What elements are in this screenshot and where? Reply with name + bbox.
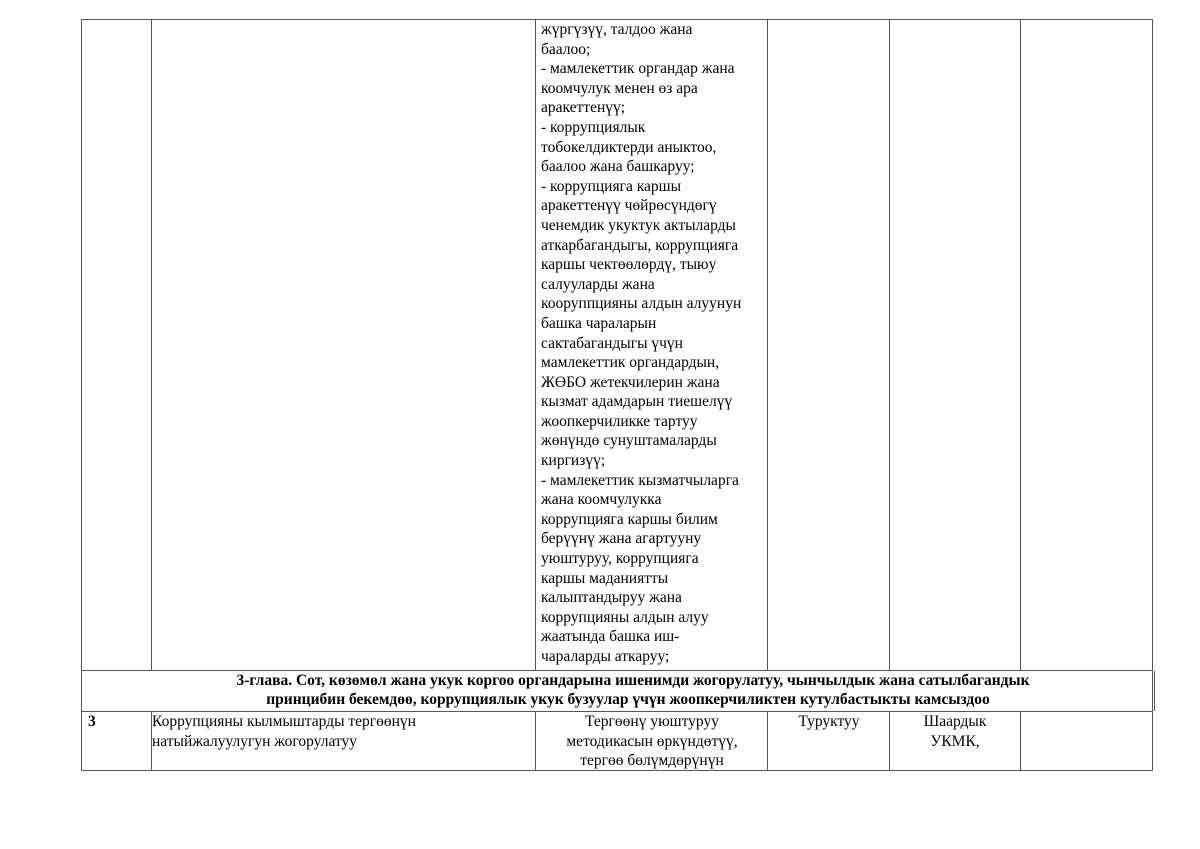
table-right-border <box>1152 19 1153 771</box>
measures-line: мамлекеттик органдардын, <box>541 354 720 372</box>
column-divider-5 <box>1020 19 1021 670</box>
executor-line: Шаардык <box>923 713 987 730</box>
measures-line: аракеттенүү чөйрөсүндөгү <box>541 197 717 215</box>
row3-divider-3 <box>767 711 768 771</box>
measures-line: ченемдик укуктук актыларды <box>541 216 736 234</box>
measures-line: тергөө бөлүмдөрүнүн <box>580 752 724 769</box>
row3-divider-2 <box>535 711 536 771</box>
measures-line: берүүнү жана агартууну <box>541 530 702 548</box>
measures-cell <box>538 712 766 771</box>
measures-line: уюштуруу, коррупцияга <box>541 550 699 568</box>
row3-divider-5 <box>1020 711 1021 771</box>
measures-line: - мамлекеттик органдар жана <box>541 60 735 78</box>
measures-line: сактабагандыгы үчүн <box>541 334 683 352</box>
measures-line: каршы чектөөлөрдү, тыюу <box>541 256 717 274</box>
task-line: натыйжалуулугун жогорулатуу <box>152 732 357 750</box>
measures-line: - коррупциялык <box>541 118 646 136</box>
row3-divider-4 <box>889 711 890 771</box>
measures-line: жоопкерчиликке тартуу <box>541 412 698 430</box>
executors-cell <box>892 712 1018 751</box>
measures-line: коомчулук менен өз ара <box>541 79 698 97</box>
column-divider-2 <box>535 19 536 670</box>
measures-line: коррупцияны алдын алуу <box>541 608 709 626</box>
measures-line: жана коомчулукка <box>541 491 662 509</box>
measures-list-cell <box>541 20 765 667</box>
measures-line: кооруппцияны алдын алуунун <box>541 295 742 313</box>
chapter-heading <box>82 671 1154 711</box>
term-cell: Туруктуу <box>798 713 860 730</box>
chapter-heading-line: принцибин бекемдөө, коррупциялык укук бузуулар үчүн жоопкерчиликтен кутулбастыкты камсыздоо <box>266 691 990 708</box>
column-divider-4 <box>889 19 890 670</box>
measures-line: аракеттенүү; <box>541 99 626 117</box>
measures-line: методикасын өркүндөтүү, <box>566 732 738 750</box>
measures-line: салууларды жана <box>541 275 655 293</box>
chapter-row-right-edge <box>1154 671 1155 711</box>
measures-line: баалоо жана башкаруу; <box>541 158 695 176</box>
measures-line: ЖӨБО жетекчилерин жана <box>541 373 720 391</box>
measures-line: башка чараларын <box>541 314 657 332</box>
measures-line: жөнүндө сунуштамаларды <box>541 432 717 450</box>
executor-line: УКМК, <box>930 732 980 750</box>
column-divider-3 <box>767 19 768 670</box>
measures-line: баалоо; <box>541 40 591 58</box>
measures-line: кызмат адамдарын тиешелүү <box>541 393 733 411</box>
measures-line: коррупцияга каршы билим <box>541 510 718 528</box>
chapter-heading-line: 3-глава. Сот, көзөмөл жана укук коргоо органдарына ишенимди жогорулатуу, чынчылдык жана сатылбагандык <box>236 672 1030 689</box>
measures-line: каршы маданиятты <box>541 569 669 587</box>
measures-line: калыптандыруу жана <box>541 589 682 607</box>
task-cell <box>152 712 532 751</box>
measures-line: аткарбагандыгы, коррупцияга <box>541 236 739 254</box>
measures-line: - мамлекеттик кызматчыларга <box>541 471 739 489</box>
measures-line: чараларды аткаруу; <box>541 648 670 665</box>
measures-line: тобокелдиктерди аныктоо, <box>541 138 717 156</box>
measures-line: жүргүзүү, талдоо жана <box>541 21 693 38</box>
column-divider-1 <box>151 19 152 670</box>
table-left-border <box>81 19 82 771</box>
measures-line: жаатында башка иш- <box>541 628 680 646</box>
task-line: Коррупцияны кылмыштарды тергөөнүн <box>152 713 416 730</box>
row-number: 3 <box>88 713 96 730</box>
measures-line: киргизүү; <box>541 452 606 470</box>
measures-line: Тергөөнү уюштуруу <box>585 713 719 730</box>
measures-line: - коррупцияга каршы <box>541 177 681 195</box>
